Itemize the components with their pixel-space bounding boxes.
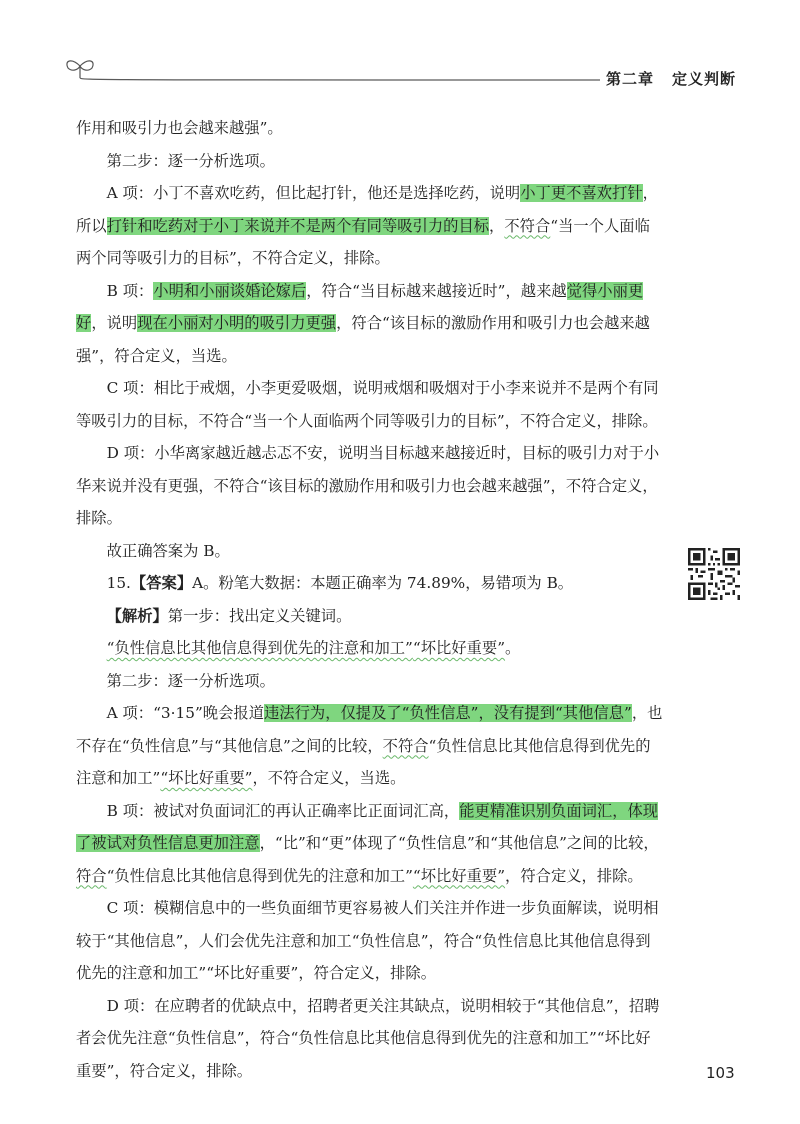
- page-number: 103: [706, 1064, 735, 1082]
- option-b-text: “负性信息比其他信息得到优先的注意和加工”: [106, 866, 413, 885]
- highlight: 现在小丽对小明的吸引力更强: [137, 314, 337, 332]
- option-b-text: ，符合“该目标的激励作用和吸引力也会越来越强”，符合定义，当选。: [76, 314, 650, 365]
- keyword: “坏比好重要”: [412, 639, 506, 657]
- paragraph-continuation: 作用和吸引力也会越来越强”。: [76, 119, 283, 137]
- option-c-analysis: C 项：模糊信息中的一些负面细节更容易被人们关注并作进一步负面解读，说明相较于“其他信息”，人们会优先注意和加工“负性信息”，符合“负性信息比其他信息得到优先的注意和加工”“坏比好重要”，符合定义，排除。: [76, 899, 659, 982]
- step-two-heading: 第二步：逐一分析选项。: [106, 151, 275, 170]
- highlight: 小丁更不喜欢打针: [520, 184, 643, 202]
- chapter-number: 第二章: [605, 70, 654, 88]
- option-a-text: “当一个人面临两个同等吸引力的目标”，不符合定义，排除。: [76, 216, 650, 267]
- option-b-text: B 项：: [106, 281, 154, 300]
- option-a-analysis: [76, 697, 664, 795]
- step-one-text: 第一步：找出定义关键词。: [167, 606, 352, 625]
- highlight: 违法行为，仅提及了“负性信息”，没有提到“其他信息”: [264, 704, 632, 722]
- question-15-analysis: [76, 600, 664, 633]
- highlight: 打针和吃药对于小丁来说并不是两个有同等吸引力的目标: [106, 216, 490, 235]
- answer-tag: 【答案】: [130, 574, 193, 592]
- option-c-analysis: C 项：相比于戒烟，小李更爱吸烟，说明戒烟和吸烟对于小李来说并不是两个有同等吸引力的目标，不符合“当一个人面临两个同等吸引力的目标”，不符合定义，排除。: [76, 379, 659, 430]
- analysis-tag: 【解析】: [106, 606, 168, 625]
- option-a-text: ，不符合定义，当选。: [252, 769, 406, 787]
- question-15-answer: [76, 567, 664, 600]
- chapter-title: [606, 68, 736, 89]
- option-b-analysis: [76, 275, 664, 373]
- option-d-analysis: D 项：小华离家越近越忐忑不安，说明当目标越来越接近时，目标的吸引力对于小华来说并没有更强，不符合“该目标的激励作用和吸引力也会越来越强”，不符合定义，排除。: [76, 444, 660, 527]
- question-number: 15.: [106, 574, 131, 592]
- page-content: [76, 112, 664, 1087]
- option-b-text: ，说明: [91, 314, 138, 332]
- option-a-text: ，: [489, 216, 505, 235]
- wavy-underline: “坏比好重要”: [160, 769, 253, 787]
- option-a-analysis: [76, 177, 664, 275]
- highlight: 能更精准识别负面词汇，体现了被试对负性信息更加注意: [76, 801, 659, 852]
- section-title: 定义判断: [671, 70, 736, 88]
- option-d-analysis: D 项：在应聘者的优缺点中，招聘者更关注其缺点，说明相较于“其他信息”，招聘者会优先注意“负性信息”，符合“负性信息比其他信息得到优先的注意和加工”“坏比好重要”，符合定义，排除。: [76, 996, 660, 1080]
- highlight: 觉得小丽更好: [76, 281, 644, 332]
- highlight: 小明和小丽谈婚论嫁后: [153, 281, 307, 300]
- option-a-text: A 项：小丁不喜欢吃药，但比起打针，他还是选择吃药，说明: [106, 184, 521, 202]
- wavy-underline: 不符合: [504, 216, 551, 235]
- answer-conclusion: 故正确答案为 B。: [106, 541, 230, 560]
- option-b-text: ，符合定义，排除。: [505, 866, 643, 885]
- wavy-underline: 不符合: [382, 736, 429, 755]
- option-b-text: ，“比”和“更”体现了“负性信息”和“其他信息”之间的比较，: [259, 834, 659, 852]
- sprout-icon: [67, 61, 93, 78]
- option-a-text: A 项：“3·15”晚会报道: [106, 704, 264, 722]
- page-header: [0, 0, 800, 100]
- qr-code-icon[interactable]: [688, 548, 740, 600]
- header-rule: [80, 78, 600, 80]
- option-b-text: ，符合“当目标越来越接近时”，越来越: [306, 281, 567, 300]
- option-b-analysis: [76, 795, 664, 893]
- option-a-text: ，所以: [76, 184, 658, 235]
- wavy-underline: “坏比好重要”: [412, 866, 506, 885]
- wavy-underline: 符合: [76, 866, 107, 885]
- option-a-text: ，也不存在“负性信息”与“其他信息”之间的比较，: [76, 704, 663, 755]
- definition-keywords: [76, 632, 664, 665]
- option-b-text: B 项：被试对负面词汇的再认正确率比正面词汇高，: [106, 801, 460, 820]
- option-a-text: “负性信息比其他信息得到优先的注意和加工”: [76, 736, 651, 787]
- answer-text: A。粉笔大数据：本题正确率为 74.89%，易错项为 B。: [192, 574, 574, 592]
- keyword: “负性信息比其他信息得到优先的注意和加工”: [106, 639, 413, 657]
- keyword-end: 。: [505, 639, 521, 657]
- step-two-heading: 第二步：逐一分析选项。: [106, 671, 275, 690]
